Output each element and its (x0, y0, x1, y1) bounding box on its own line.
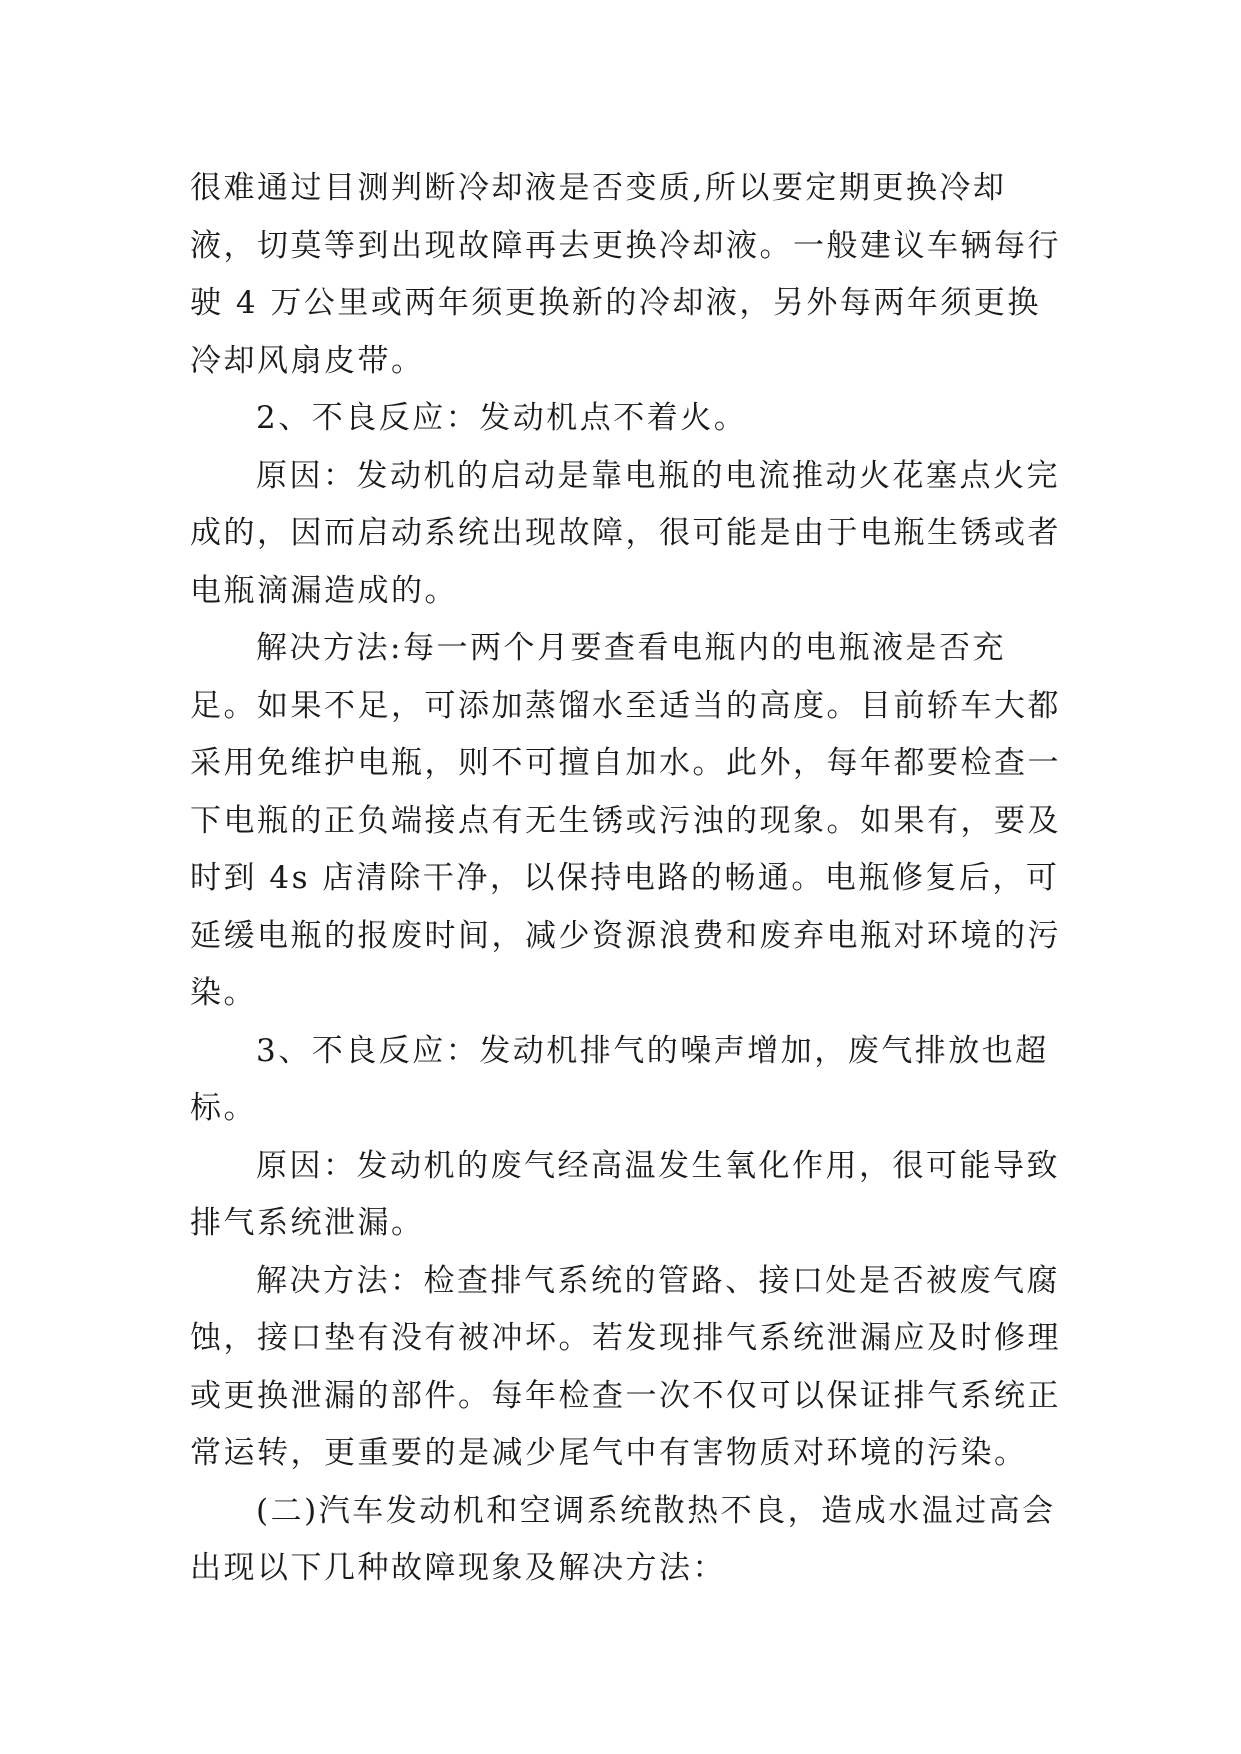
paragraph-solution-2: 解决方法:每一两个月要查看电瓶内的电瓶液是否充足。如果不足，可添加蒸馏水至适当的高度。目前轿车大都采用免维护电瓶，则不可擅自加水。此外，每年都要检查一下电瓶的正负端接点有无生锈或污浊的现象。如果有，要及时到 4s 店清除干净，以保持电路的畅通。电瓶修复后，可延缓电瓶的报废时间，减少资源浪费和废弃电瓶对环境的污染。 (190, 630, 1061, 1011)
paragraph-coolant-advice: 很难通过目测判断冷却液是否变质,所以要定期更换冷却液，切莫等到出现故障再去更换冷却液。一般建议车辆每行驶 4 万公里或两年须更换新的冷却液，另外每两年须更换冷却风扇皮带。 (190, 170, 1061, 379)
paragraph-symptom-2: 2、不良反应：发动机点不着火。 (256, 400, 748, 436)
document-body (190, 160, 1070, 1598)
paragraph-solution-3: 解决方法：检查排气系统的管路、接口处是否被废气腐蚀，接口垫有没有被冲坏。若发现排气系统泄漏应及时修理或更换泄漏的部件。每年检查一次不仅可以保证排气系统正常运转，更重要的是减少尾气中有害物质对环境的污染。 (190, 1262, 1061, 1471)
paragraph-cause-2: 原因：发动机的启动是靠电瓶的电流推动火花塞点火完成的，因而启动系统出现故障，很可能是由于电瓶生锈或者电瓶滴漏造成的。 (190, 457, 1061, 609)
paragraph-cause-3: 原因：发动机的废气经高温发生氧化作用，很可能导致排气系统泄漏。 (190, 1147, 1060, 1241)
paragraph-symptom-3: 3、不良反应：发动机排气的噪声增加，废气排放也超标。 (190, 1032, 1049, 1126)
paragraph-section-2-heading: (二)汽车发动机和空调系统散热不良，造成水温过高会出现以下几种故障现象及解决方法： (190, 1492, 1056, 1586)
